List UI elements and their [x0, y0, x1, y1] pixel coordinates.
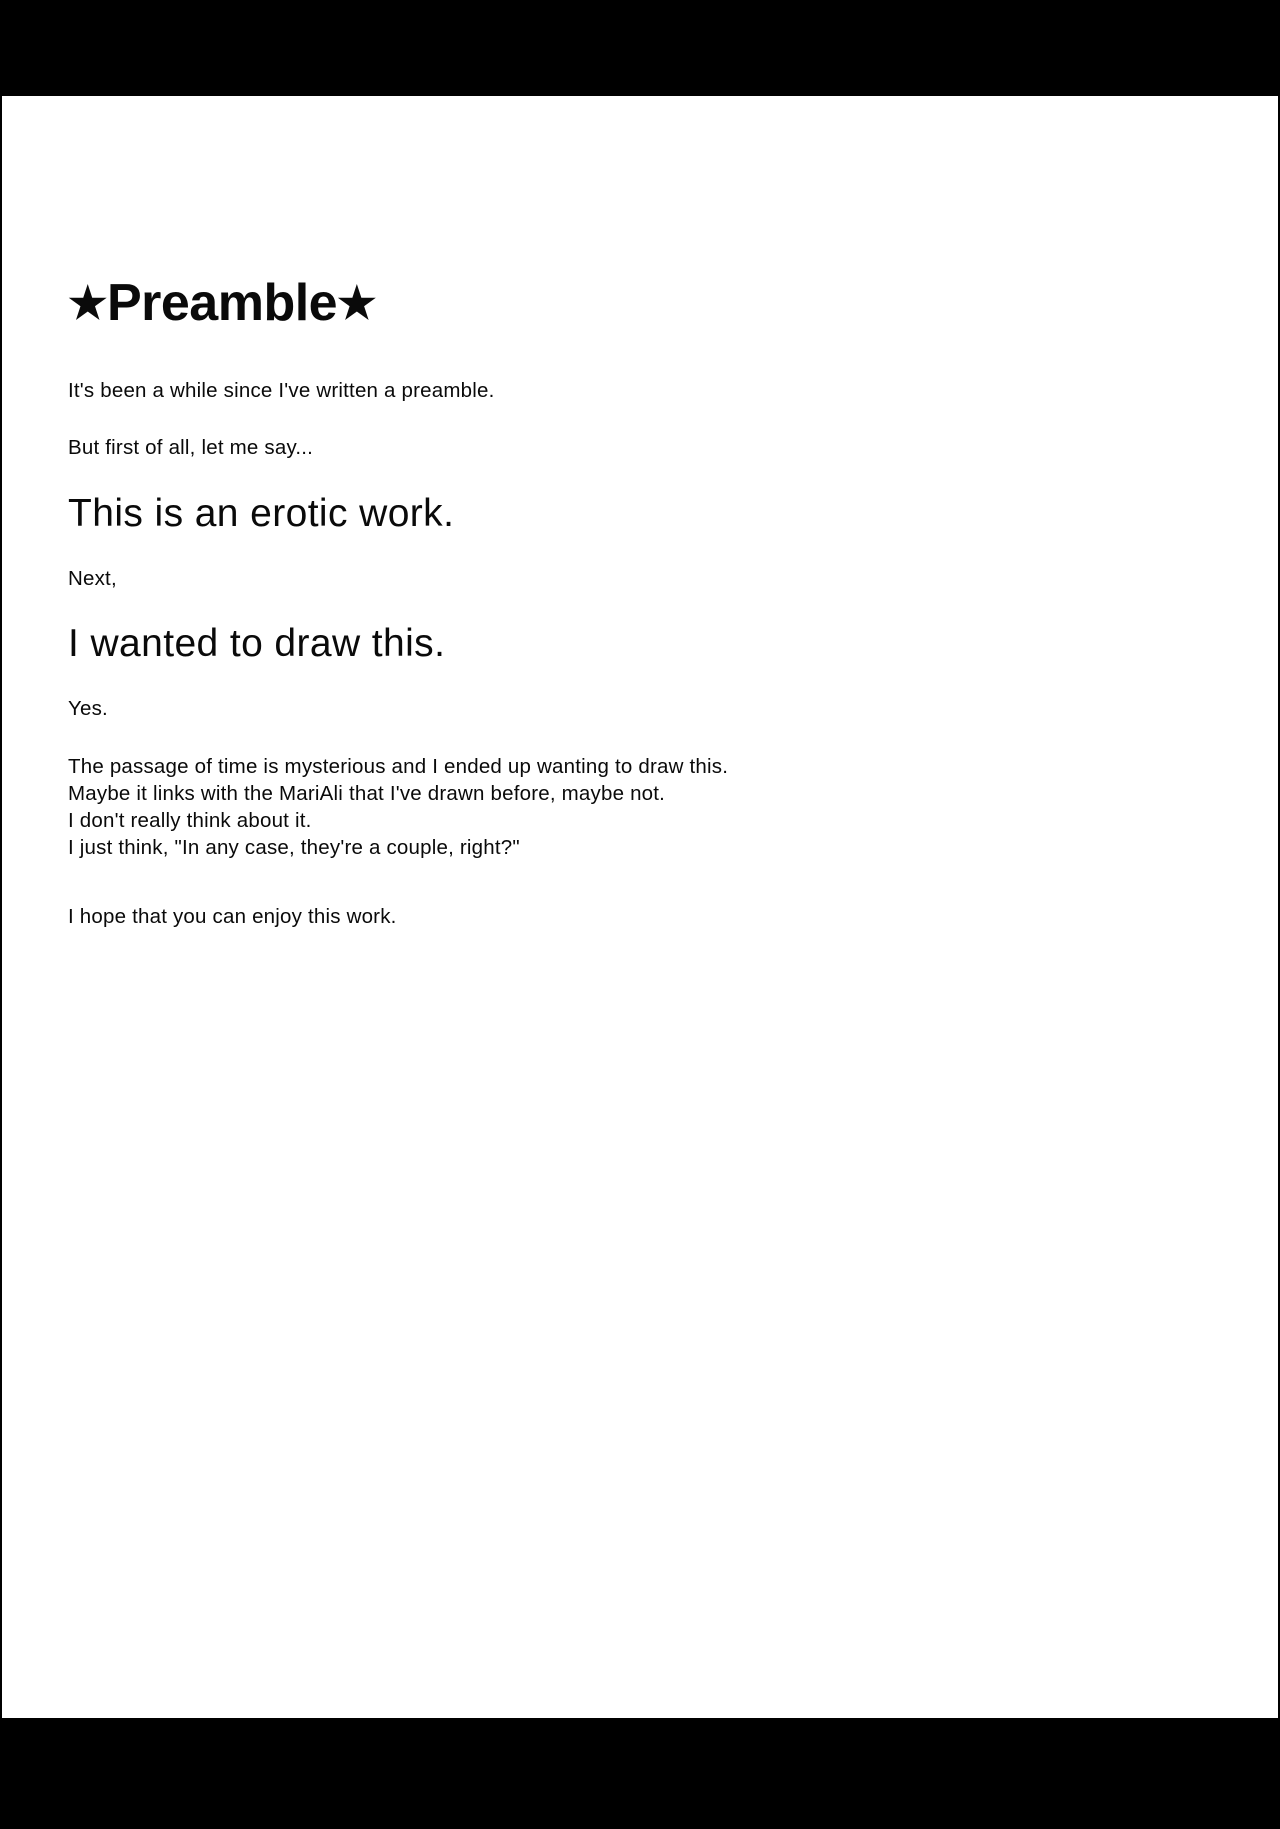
note-line-2: Maybe it links with the MariAli that I've drawn before, maybe not.	[68, 782, 666, 806]
page-title	[68, 276, 1208, 331]
affirmation-line: Yes.	[68, 697, 108, 721]
note-line-3: I don't really think about it.	[68, 809, 312, 833]
page-title-text: Preamble	[106, 274, 338, 332]
bottom-black-band	[0, 1718, 1280, 1829]
note-block	[68, 753, 1208, 861]
page-sheet	[0, 96, 1280, 1718]
intro-line-2: But first of all, let me say...	[68, 436, 314, 460]
star-icon-right: ★	[337, 279, 377, 328]
next-label: Next,	[68, 566, 117, 590]
top-black-band	[0, 0, 1280, 96]
page-content	[68, 276, 1208, 931]
intro-line-1: It's been a while since I've written a preamble.	[68, 378, 495, 402]
note-line-4: I just think, "In any case, they're a couple, right?"	[68, 836, 520, 860]
statement-wanted-to-draw: I wanted to draw this.	[68, 622, 446, 666]
star-icon-left: ★	[68, 279, 107, 328]
closing-line: I hope that you can enjoy this work.	[68, 905, 397, 929]
statement-erotic-work: This is an erotic work.	[68, 491, 455, 535]
note-line-1: The passage of time is mysterious and I ended up wanting to draw this.	[68, 754, 729, 778]
left-black-edge	[0, 96, 2, 1718]
